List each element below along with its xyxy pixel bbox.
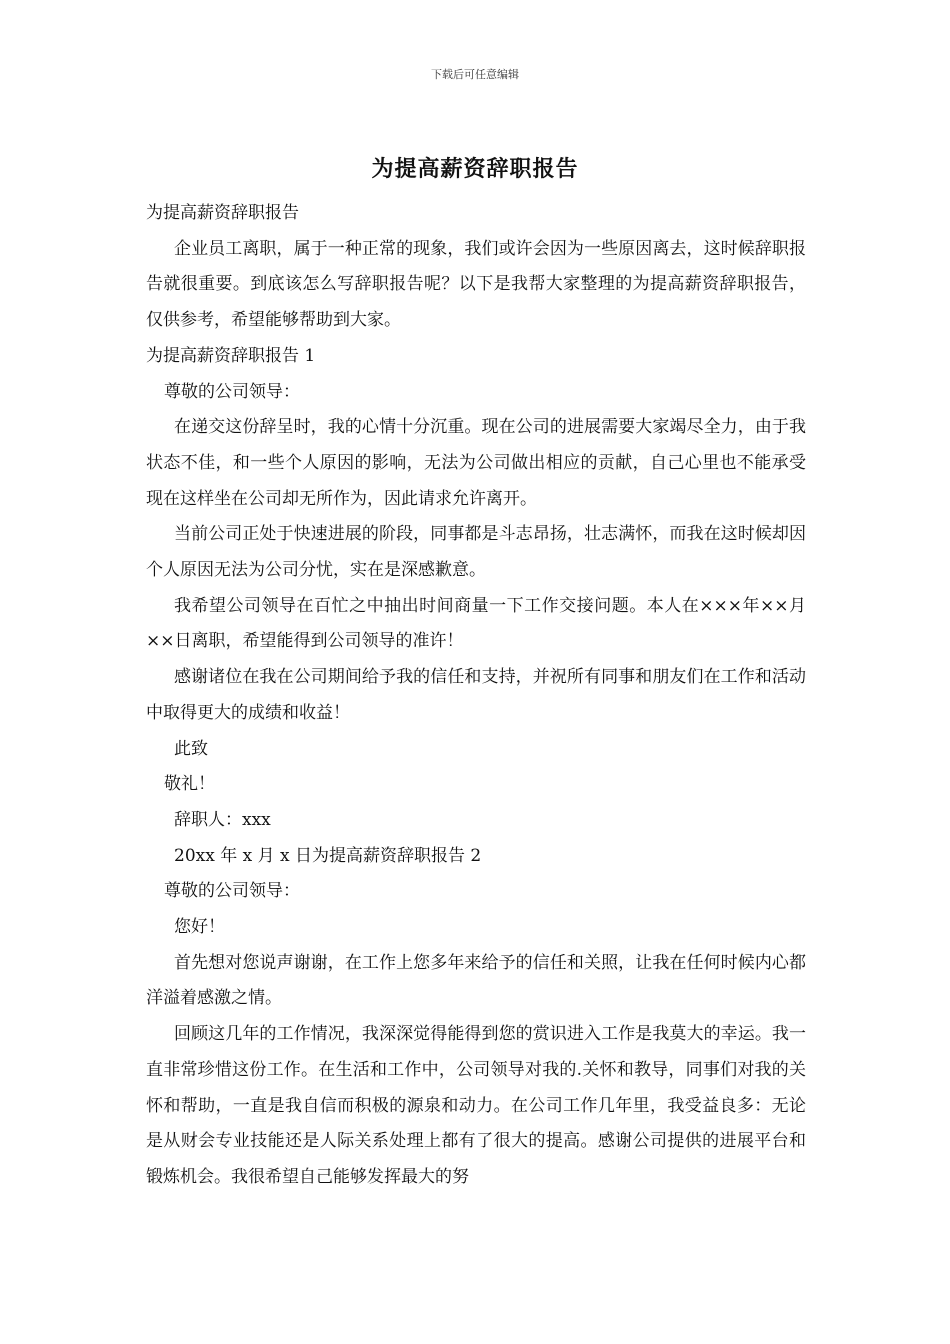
- document-body: [146, 196, 806, 1196]
- paragraph: 我希望公司领导在百忙之中抽出时间商量一下工作交接问题。本人在×××年××月××日离职，希望能得到公司领导的准许！: [146, 595, 806, 652]
- paragraph: 企业员工离职，属于一种正常的现象，我们或许会因为一些原因离去，这时候辞职报告就很重要。到底该怎么写辞职报告呢？以下是我帮大家整理的为提高薪资辞职报告，仅供参考，希望能够帮助到大家。: [146, 238, 806, 331]
- paragraph: 敬礼！: [164, 774, 215, 795]
- paragraph: 回顾这几年的工作情况，我深深觉得能得到您的赏识进入工作是我莫大的幸运。我一直非常珍惜这份工作。在生活和工作中，公司领导对我的.关怀和教导，同事们对我的关怀和帮助，一直是我自信而积极的源泉和动力。在公司工作几年里，我受益良多：无论是从财会专业技能还是人际关系处理上都有了很大的提高。感谢公司提供的进展平台和锻炼机会。我很希望自己能够发挥最大的努: [146, 1024, 806, 1187]
- paragraph: 为提高薪资辞职报告 1: [146, 345, 316, 366]
- paragraph: 此致: [174, 738, 208, 759]
- paragraph: 尊敬的公司领导：: [164, 381, 300, 402]
- paragraph: 在递交这份辞呈时，我的心情十分沉重。现在公司的进展需要大家竭尽全力，由于我状态不佳，和一些个人原因的影响，无法为公司做出相应的贡献，自己心里也不能承受现在这样坐在公司却无所作为，因此请求允许离开。: [146, 417, 806, 509]
- paragraph: 尊敬的公司领导：: [164, 881, 300, 902]
- header-note: 下载后可任意编辑: [431, 68, 519, 81]
- paragraph: 为提高薪资辞职报告: [146, 203, 299, 223]
- paragraph: 辞职人：xxx: [174, 809, 271, 830]
- paragraph: 您好！: [174, 917, 225, 938]
- paragraph: 当前公司正处于快速进展的阶段，同事都是斗志昂扬，壮志满怀，而我在这时候却因个人原因无法为公司分忧，实在是深感歉意。: [146, 524, 806, 581]
- paragraph: 感谢诸位在我在公司期间给予我的信任和支持，并祝所有同事和朋友们在工作和活动中取得更大的成绩和收益！: [146, 667, 806, 723]
- document-title: 为提高薪资辞职报告: [371, 156, 579, 182]
- paragraph: 首先想对您说声谢谢，在工作上您多年来给予的信任和关照，让我在任何时候内心都洋溢着感激之情。: [146, 952, 806, 1009]
- paragraph: 20xx 年 x 月 x 日为提高薪资辞职报告 2: [174, 845, 482, 866]
